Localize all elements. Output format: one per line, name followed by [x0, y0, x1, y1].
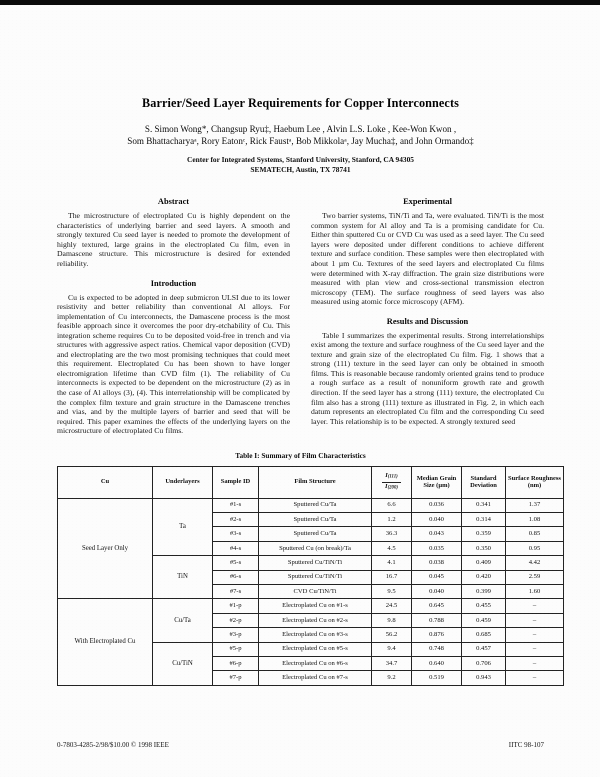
cell-underlayer-group: Cu/Ta	[153, 599, 213, 642]
section-heading-introduction: Introduction	[150, 278, 197, 288]
right-column	[311, 197, 544, 435]
cell-intensity-ratio: 6.6	[372, 498, 412, 512]
cell-underlayer-group: Ta	[153, 498, 213, 556]
affiliation-stanford: Center for Integrated Systems, Stanford University, Stanford, CA 94305	[187, 154, 414, 164]
cell-median-grain-size: 0.038	[412, 556, 462, 570]
cell-intensity-ratio: 36.3	[372, 527, 412, 541]
cell-film-structure: Electroplated Cu on #1-s	[259, 599, 372, 613]
cell-median-grain-size: 0.040	[412, 513, 462, 527]
cell-film-structure: Electroplated Cu on #7-s	[259, 671, 372, 685]
col-header-underlayers: Underlayers	[153, 466, 213, 498]
cell-standard-deviation: 0.350	[462, 541, 506, 555]
cell-film-structure: Sputtered Cu (on break)/Ta	[259, 541, 372, 555]
author-line-1: S. Simon Wong*, Changsup Ryu‡, Haebum Lee , Alvin L.S. Loke , Kee-Won Kwon ,	[144, 124, 457, 134]
cell-film-structure: Electroplated Cu on #2-s	[259, 613, 372, 627]
footer-copyright: 0-7803-4285-2/98/$10.00 © 1998 IEEE	[57, 741, 169, 749]
table-row	[58, 599, 564, 613]
film-characteristics-table	[57, 466, 564, 686]
cell-standard-deviation: 0.459	[462, 613, 506, 627]
cell-standard-deviation: 0.455	[462, 599, 506, 613]
cell-sample-id: #1-p	[213, 599, 259, 613]
cell-film-structure: Sputtered Cu/Ta	[259, 513, 372, 527]
footer-page-code: IITC 98-107	[508, 741, 544, 749]
cell-sample-id: #3-p	[213, 628, 259, 642]
table-header-row	[58, 466, 564, 498]
cell-median-grain-size: 0.519	[412, 671, 462, 685]
cell-standard-deviation: 0.341	[462, 498, 506, 512]
table-caption: Table I: Summary of Film Characteristics	[235, 450, 366, 460]
table-body	[58, 498, 564, 685]
cell-cu-group: Seed Layer Only	[58, 498, 153, 599]
cell-underlayer-group: TiN	[153, 556, 213, 599]
paper-content	[57, 10, 561, 686]
cell-standard-deviation: 0.399	[462, 585, 506, 599]
cell-sample-id: #6-s	[213, 570, 259, 584]
cell-intensity-ratio: 4.1	[372, 556, 412, 570]
cell-intensity-ratio: 24.5	[372, 599, 412, 613]
cell-intensity-ratio: 34.7	[372, 657, 412, 671]
cell-intensity-ratio: 16.7	[372, 570, 412, 584]
cell-film-structure: Electroplated Cu on #6-s	[259, 657, 372, 671]
cell-sample-id: #7-p	[213, 671, 259, 685]
cell-surface-roughness: –	[506, 613, 564, 627]
cell-median-grain-size: 0.748	[412, 642, 462, 656]
cell-sample-id: #5-s	[213, 556, 259, 570]
cell-median-grain-size: 0.876	[412, 628, 462, 642]
cell-sample-id: #1-s	[213, 498, 259, 512]
cell-underlayer-group: Cu/TiN	[153, 642, 213, 685]
cell-film-structure: Sputtered Cu/TiN/Ti	[259, 556, 372, 570]
author-list	[57, 123, 544, 148]
cell-intensity-ratio: 9.2	[372, 671, 412, 685]
cell-surface-roughness: –	[506, 628, 564, 642]
cell-sample-id: #3-s	[213, 527, 259, 541]
abstract-text: The microstructure of electroplated Cu is highly dependent on the characteristics of underlying barrier and seed layers. A smooth and strongly textured Cu seed layer is needed to promote the development of highly textured, large grains in the electroplated Cu film, even in Damascene structure. This microstructure is desired for extended reliability.	[57, 211, 290, 268]
cell-cu-group: With Electroplated Cu	[58, 599, 153, 685]
section-heading-abstract: Abstract	[157, 197, 190, 207]
cell-surface-roughness: –	[506, 671, 564, 685]
cell-median-grain-size: 0.045	[412, 570, 462, 584]
section-heading-experimental: Experimental	[403, 197, 452, 207]
cell-standard-deviation: 0.457	[462, 642, 506, 656]
cell-median-grain-size: 0.035	[412, 541, 462, 555]
cell-intensity-ratio: 4.5	[372, 541, 412, 555]
cell-surface-roughness: –	[506, 657, 564, 671]
cell-intensity-ratio: 9.4	[372, 642, 412, 656]
cell-sample-id: #6-p	[213, 657, 259, 671]
affiliations	[57, 155, 544, 175]
cell-surface-roughness: 1.37	[506, 498, 564, 512]
cell-sample-id: #7-s	[213, 585, 259, 599]
col-header-sample-id: Sample ID	[213, 466, 259, 498]
affiliation-sematech: SEMATECH, Austin, TX 78741	[250, 165, 351, 175]
cell-median-grain-size: 0.036	[412, 498, 462, 512]
cell-standard-deviation: 0.685	[462, 628, 506, 642]
cell-sample-id: #5-p	[213, 642, 259, 656]
col-header-film-structure: Film Structure	[259, 466, 372, 498]
cell-standard-deviation: 0.314	[462, 513, 506, 527]
cell-surface-roughness: –	[506, 642, 564, 656]
experimental-text: Two barrier systems, TiN/Ti and Ta, were evaluated. TiN/Ti is the most common system for Al alloy and Ta is a promising candidate for Cu. Either thin sputtered Cu or CVD Cu was used as a seed layer. The Cu seed layers were deposited under different conditions to achieve different texture and surface condition. These samples were then electroplated with about 1 µm Cu. Textures of the seed layers and electroplated Cu films were determined with X-ray diffraction. The grain size distributions were measured with plan view and cross-sectional transmission electron microscopy (TEM). The surface roughness of seed layers was also measured using atomic force microscopy (AFM).	[311, 211, 544, 307]
cell-intensity-ratio: 56.2	[372, 628, 412, 642]
cell-surface-roughness: 0.95	[506, 541, 564, 555]
cell-standard-deviation: 0.409	[462, 556, 506, 570]
cell-median-grain-size: 0.043	[412, 527, 462, 541]
cell-film-structure: Sputtered Cu/Ta	[259, 498, 372, 512]
col-header-median-grain-size: Median Grain Size (µm)	[412, 466, 462, 498]
cell-surface-roughness: 1.60	[506, 585, 564, 599]
cell-standard-deviation: 0.706	[462, 657, 506, 671]
intensity-ratio-fraction	[382, 472, 400, 491]
cell-film-structure: CVD Cu/TiN/Ti	[259, 585, 372, 599]
page-footer	[57, 741, 544, 749]
two-column-body	[57, 197, 544, 435]
col-header-intensity-ratio	[372, 466, 412, 498]
table-header	[58, 466, 564, 498]
paper-title: Barrier/Seed Layer Requirements for Copper Interconnects	[142, 96, 459, 110]
paper-sheet	[0, 10, 600, 777]
cell-film-structure: Electroplated Cu on #3-s	[259, 628, 372, 642]
cell-standard-deviation: 0.359	[462, 527, 506, 541]
cell-standard-deviation: 0.420	[462, 570, 506, 584]
table-row	[58, 498, 564, 512]
cell-intensity-ratio: 9.5	[372, 585, 412, 599]
results-text: Table I summarizes the experimental results. Strong interrelationships exist among the texture and surface roughness of the Cu seed layer and the texture and grain size of the electroplated Cu film. Fig. 1 shows that a strong (111) texture in the seed layer can only be obtained in smooth films. This is reasonable because randomly oriented grains tend to produce a rough surface as a result of nonuniform growth rate and growth direction. If the seed layer has a strong (111) texture, the electroplated Cu film also has a strong (111) texture as illustrated in Fig. 2, in which each datum represents an electroplated Cu film and the corresponding Cu seed layer. This relationship is to be expected. A strongly textured seed	[311, 330, 544, 426]
cell-sample-id: #2-s	[213, 513, 259, 527]
cell-standard-deviation: 0.943	[462, 671, 506, 685]
col-header-cu: Cu	[58, 466, 153, 498]
col-header-standard-deviation: Standard Deviation	[462, 466, 506, 498]
cell-film-structure: Sputtered Cu/Ta	[259, 527, 372, 541]
cell-film-structure: Sputtered Cu/TiN/Ti	[259, 570, 372, 584]
ratio-denominator: I(200)	[385, 483, 398, 491]
section-heading-results: Results and Discussion	[386, 316, 469, 326]
cell-median-grain-size: 0.788	[412, 613, 462, 627]
cell-surface-roughness: 0.85	[506, 527, 564, 541]
cell-sample-id: #4-s	[213, 541, 259, 555]
author-line-2: Som Bhattacharyaᵃ, Rory Eatonᶜ, Rick Faustᵃ, Bob Mikkolaᵃ, Jay Mucha‡, and John Ormando‡	[127, 136, 474, 147]
cell-median-grain-size: 0.640	[412, 657, 462, 671]
cell-surface-roughness: 2.59	[506, 570, 564, 584]
cell-median-grain-size: 0.040	[412, 585, 462, 599]
cell-surface-roughness: 4.42	[506, 556, 564, 570]
ratio-numerator: I(111)	[382, 472, 400, 482]
introduction-text: Cu is expected to be adopted in deep submicron ULSI due to its lower resistivity and better reliability than conventional Al alloys. For implementation of Cu interconnects, the Damascene process is the most feasible approach since it overcomes the poor dry-etchability of Cu. This integration scheme requires Cu to be deposited void-free in trench and via structures with aggressive aspect ratios. Chemical vapor deposition (CVD) and electroplating are the two most promising techniques that could meet this requirement. Electroplated Cu has been shown to have longer electromigration lifetime than CVD film (1). The reliability of Cu interconnects is expected to be dependent on the microstructure (2) as in the case of Al alloys (3), (4). This interrelationship will be complicated by the complex film texture and grain structure in the Damascene trenches and vias, and by the multiple layers of barrier and seed that will be required. This paper examines the effects of the underlying layers on the microstructure of electroplated Cu films.	[57, 292, 290, 436]
cell-film-structure: Electroplated Cu on #5-s	[259, 642, 372, 656]
cell-intensity-ratio: 9.8	[372, 613, 412, 627]
cell-median-grain-size: 0.645	[412, 599, 462, 613]
cell-intensity-ratio: 1.2	[372, 513, 412, 527]
cell-surface-roughness: –	[506, 599, 564, 613]
col-header-surface-roughness: Surface Roughness (nm)	[506, 466, 564, 498]
left-column	[57, 197, 290, 435]
cell-sample-id: #2-p	[213, 613, 259, 627]
cell-surface-roughness: 1.08	[506, 513, 564, 527]
